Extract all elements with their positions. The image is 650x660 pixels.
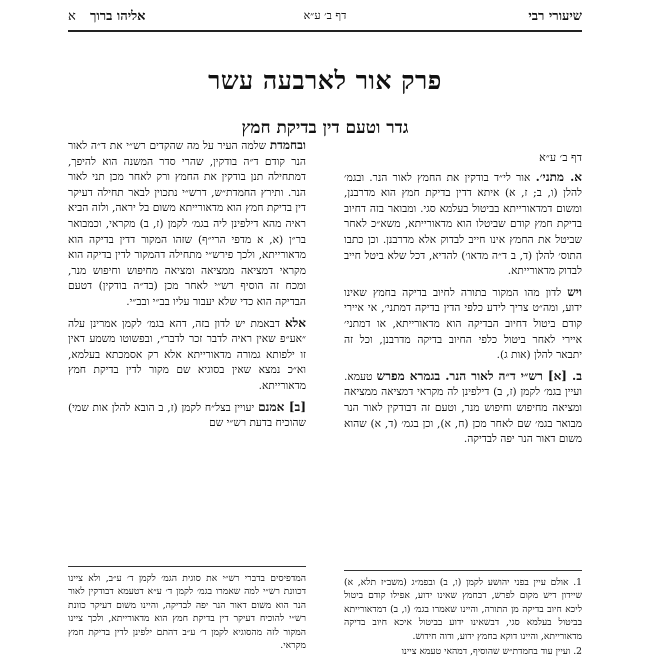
left-column bbox=[68, 138, 306, 437]
paragraph-amnam bbox=[68, 400, 306, 432]
header-rule bbox=[68, 30, 582, 32]
paragraph-veyesh-lead: ויש bbox=[567, 284, 582, 299]
footnote: 1. אולם עיין בפני יהושע לקמן (ו, ב) ובפמ״ג (משב״ז תלא, א) שיידון דיש מקום לפרש, דבחמץ שאינו ידוע, אפילו קודם ביטול ליכא חיוב בדיקה מן התורה, והיינו שאמרו בגמ׳ (ו, ב) דמדאורייתא בביטול בעלמא סגי, דבשאינו ידוע בביטול איכא חיוב בדיקה מדאורייתא, והיינו דוקא בחמץ ידוע, ודוה חידוש. bbox=[344, 577, 582, 642]
footnote-rule-right bbox=[344, 570, 582, 571]
paragraph-a-text: אור לי״ד בודקין את החמץ לאור הנר. ובגמ׳ להלן (ו, ב; ז, א) איתא דדין בדיקת חמץ הוא מדרבנן, ומשום דמדאורייתא בביטול בעלמא סגי. ומבואר בזה דחיוב בדיקת חמץ קודם שביטלו הוא מדאורייתא, משא״כ לאחר שביטל את החמץ אינו חייב לבדוק אלא מדרבנן. וכן כתבו התוס׳ להלן (ד, ב ד״ה מדאו׳) להדיא, דכל שלא ביטל חייב לבדוק מדאורייתא. bbox=[344, 171, 582, 278]
footnote: 2. ועיין עוד בחמדת״ש שהוסיף, דמהאי טעמא ציינו bbox=[401, 646, 582, 658]
section-title: גדר וטעם דין בדיקת חמץ bbox=[241, 118, 409, 138]
paragraph-amnam-text: יעויין בצל״ח לקמן (ז, ב הובא להלן אות שמי) שהוכיח בדעת רש״י שם bbox=[68, 401, 306, 430]
footnote-rule-left bbox=[68, 566, 306, 567]
paragraph-veyesh-text: לדון מהו המקור בתורה לחיוב בדיקה בחמץ שאינו ידוע, ומה״ט צריך לידע כלפי הדין בדיקה דמתני׳, אי איירי קודם ביטול דחיוב הבדיקה הוא מדאורייתא, או דמתני׳ איירי לאחר ביטול כלפי החיוב בדיקה מדרבנן, וכל זה יתבאר להלן (אות ג). bbox=[344, 286, 582, 362]
paragraph-amnam-lead: [ב] אמנם bbox=[258, 399, 307, 414]
paragraph-chemdat bbox=[68, 138, 306, 311]
paragraph-b bbox=[344, 369, 582, 448]
footnotes-left bbox=[68, 572, 306, 654]
daf-label: דף ב׳ ע״א bbox=[539, 151, 582, 164]
paragraph-chemdat-text: שלמה העיר על מה שהקדים רש״י את ד״ה לאור הנר קודם ד״ה בודקין, שהרי סדר המשנה הוא להיפך, דמתחילה תנן בודקין את החמץ ורק לאחר מכן תני לאור הנר. ותירץ החמדת״ש, דרש״י נתכוין לבאר תחילה דעיקר דין בדיקת חמץ הוא מדאורייתא משום בל יראה, ולזה הביא ראיה מהא דילפינן ליה בגמ׳ לקמן (ז, ב) מקראי, וכמבואר בר״ן (א, א מדפי הרי״ף) שזהו המקור דדין בדיקה הוא מדאורייתא, ולכך פירש״י מתחילה דהמקור לדין בדיקה הוא מקראי דמציאה ממציאה ומציאה מחיפוש וחיפוש מנר, ומכח זה הוסיף רש״י לאחר מכן (בד״ה בודקין) דטעם הבדיקה הוא כדי שלא יעבור עליו בב״י ובב״י. bbox=[68, 140, 306, 308]
series-title: שיעורי רבי bbox=[528, 9, 582, 24]
chapter-title: פרק אור לארבעה עשר bbox=[208, 66, 442, 95]
paragraph-chemdat-lead: ובחמדת bbox=[269, 138, 306, 152]
paragraph-a-lead: א. מתני׳. bbox=[535, 169, 582, 184]
paragraph-b-text: טעמא. ועיין בגמ׳ לקמן (ז, ב) דילפינן לה מקראי דמציאה ממציאה ומציאה מחיפוש וחיפוש מנר, וטעם זה דבודקין לאור הנר מבואר בגמ׳ שם לאחר מכן (ח, א), וכן בגמ׳ (ד, א) שהוא משום דאור הנר יפה לבדיקה. bbox=[344, 370, 582, 446]
paragraph-ela bbox=[68, 316, 306, 395]
author-name: אליהו ברוך bbox=[90, 9, 146, 24]
page-number: א bbox=[68, 9, 76, 24]
paragraph-ela-text: דבאמת יש לדון בזה, דהא בגמ׳ לקמן אמרינן עלה ״אע״פ שאין ראיה לדבר זכר לדבר״, ובפשוטו משמע דאין זו ילפותא גמורה מדאורייתא אלא רק אסמכתא בעלמא, וא״כ נמצא שאין בסוגיא שם מקור לדין בדיקת חמץ מדאורייתא. bbox=[68, 317, 306, 392]
right-column bbox=[344, 150, 582, 453]
paragraph-ela-lead: אלא bbox=[284, 315, 306, 330]
paragraph-veyesh bbox=[344, 285, 582, 364]
footnotes-right bbox=[344, 576, 582, 660]
footnote: המדפיסים בדברי רש״י את סוגית הגמ׳ לקמן ד׳ ע״ב, ולא ציינו דכוונת רש״י למה שאמרו בגמ׳ לקמן ד׳ ע״א דטעמא דבודקין לאור הנר הוא משום דאור הנר יפה לבדיקה, והיינו משום דעיקר כוונת רש״י להוכיח דעיקר דין בדיקת חמץ הוא מדאורייתא, ולכך ציינו המקור לזה מהסוגיא לקמן ד׳ ע״ב דהתם ילפינן לדין בדיקת חמץ מקראי. bbox=[68, 573, 306, 652]
paragraph-b-lead: ב. [א] רש״י ד״ה לאור הנר. בגמרא מפרש bbox=[376, 368, 582, 383]
running-head bbox=[68, 6, 582, 28]
paragraph-a bbox=[344, 170, 582, 280]
daf-reference: דף ב׳ ע״א bbox=[303, 9, 347, 22]
